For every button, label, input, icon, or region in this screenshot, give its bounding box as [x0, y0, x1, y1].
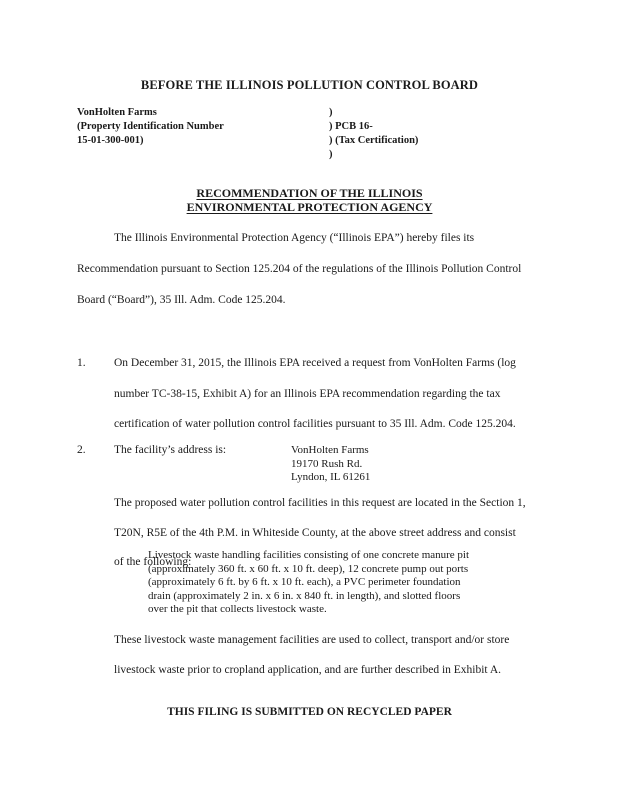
caption-bracket-line: ) [329, 149, 333, 160]
intro-line-1: The Illinois Environmental Protection Agency (“Illinois EPA”) hereby files its [114, 232, 475, 244]
intro-line-2: Recommendation pursuant to Section 125.204 of the regulations of the Illinois Pollution Control [77, 263, 522, 275]
case-caption-party [77, 106, 224, 148]
item2-para-line-1: The proposed water pollution control facilities in this request are located in the Section 1, [114, 497, 526, 509]
recommendation-title-line1: RECOMMENDATION OF THE ILLINOIS [196, 186, 423, 200]
case-caption-docket [329, 106, 418, 162]
item2-number: 2. [77, 444, 86, 456]
caption-case-type: ) (Tax Certification) [329, 135, 419, 146]
caption-property-id-number: 15-01-300-001) [77, 135, 144, 146]
recycled-paper-footer: THIS FILING IS SUBMITTED ON RECYCLED PAPER [167, 706, 452, 718]
recommendation-title-line2: ENVIRONMENTAL PROTECTION AGENCY [186, 200, 433, 214]
livestock-description [148, 549, 469, 617]
caption-property-id-label: (Property Identification Number [77, 121, 224, 132]
item1-line-2: number TC-38-15, Exhibit A) for an Illinois EPA recommendation regarding the tax [114, 388, 501, 400]
intro-line-3: Board (“Board”), 35 Ill. Adm. Code 125.204. [77, 294, 286, 306]
item2-para-line-3: of the following: [114, 556, 192, 568]
description-line-5: over the pit that collects livestock waste. [148, 603, 327, 615]
description-line-2: (approximately 360 ft. x 60 ft. x 10 ft. deep), 12 concrete pump out ports [148, 562, 469, 575]
facility-address-name: VonHolten Farms [291, 444, 369, 456]
facility-address-city: Lyndon, IL 61261 [291, 471, 371, 483]
item1-line-1: On December 31, 2015, the Illinois EPA received a request from VonHolten Farms (log [114, 357, 516, 369]
facility-address [291, 444, 370, 485]
caption-party-name: VonHolten Farms [77, 107, 157, 118]
item2-para-line-2: T20N, R5E of the 4th P.M. in Whiteside County, at the above street address and consist [114, 527, 516, 539]
caption-bracket-line: ) [329, 107, 333, 118]
caption-docket-number: ) PCB 16- [329, 121, 373, 132]
facility-address-street: 19170 Rush Rd. [291, 457, 363, 470]
description-line-1: Livestock waste handling facilities consisting of one concrete manure pit [148, 549, 470, 561]
closing-line-1: These livestock waste management facilities are used to collect, transport and/or store [114, 634, 510, 646]
item1-line-3: certification of water pollution control facilities pursuant to 35 Ill. Adm. Code 125.204. [114, 418, 516, 430]
description-line-4: drain (approximately 2 in. x 6 in. x 840 ft. in length), and slotted floors [148, 589, 461, 602]
item1-number: 1. [77, 357, 86, 369]
description-line-3: (approximately 6 ft. by 6 ft. x 10 ft. each), a PVC perimeter foundation [148, 576, 461, 588]
facility-address-label: The facility’s address is: [114, 444, 227, 456]
closing-line-2: livestock waste prior to cropland application, and are further described in Exhibit A. [114, 664, 502, 676]
recommendation-title [0, 186, 619, 214]
document-header-title: BEFORE THE ILLINOIS POLLUTION CONTROL BOARD [140, 78, 479, 92]
